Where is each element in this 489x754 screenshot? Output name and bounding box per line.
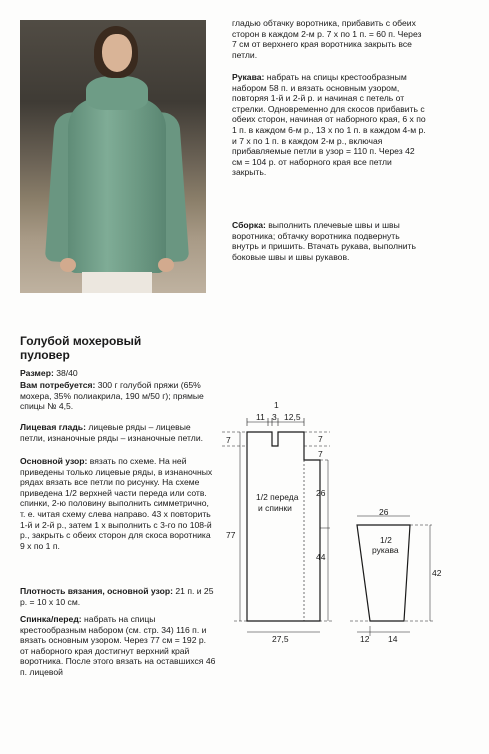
collar-facing-text: гладью обтачку воротника, прибавить с обеих сторон в каждом 2-м р. 7 х по 1 п. = 60 п. Через 7 см от верхнего края воротника закрыть все петли. bbox=[232, 18, 422, 60]
dim-12-5: 12,5 bbox=[284, 412, 301, 422]
schematic-svg bbox=[220, 378, 450, 658]
dim-right-7b: 7 bbox=[318, 449, 323, 459]
dim-27-5: 27,5 bbox=[272, 634, 289, 644]
materials-label: Вам потребуется: bbox=[20, 380, 96, 390]
main-pattern-paragraph bbox=[20, 456, 216, 551]
back-front-label: Спинка/перед: bbox=[20, 614, 82, 624]
materials-text: 300 г голубой пряжи (65% мохера, 35% полиакрила, 190 м/50 г); прямые спицы № 4,5. bbox=[20, 380, 204, 412]
sleeves-label: Рукава: bbox=[232, 72, 265, 82]
sleeves-text: набрать на спицы крестообразным набором 58 п. и вязать основным узором, повторяя 1-й и 2-й р. и начиная с петель от стрелки. Одновременно для скосов прибавить с обеих сторон, начиная от наборного края, 6 х по 1 п. в каждом 6-м р., 13 х по 1 п. в каждом 4-м р. и 7 х по 1 п. в каждом 2-м р., включая прибавляемые петли в узор = 110 п. Через 42 см = 104 р. от наборного края все петли закрыть. bbox=[232, 72, 426, 178]
dim-right-7a: 7 bbox=[318, 434, 323, 444]
body-label-1: 1/2 переда bbox=[256, 492, 299, 502]
back-front-paragraph bbox=[20, 614, 216, 678]
gauge-paragraph bbox=[20, 586, 216, 607]
dim-11: 11 bbox=[256, 412, 265, 422]
stockinette-label: Лицевая гладь: bbox=[20, 422, 86, 432]
sleeve-label-2: рукава bbox=[372, 545, 399, 555]
photo-face bbox=[102, 34, 132, 72]
dim-1: 1 bbox=[274, 400, 279, 410]
photo-pants bbox=[82, 272, 152, 293]
collar-facing-paragraph bbox=[232, 18, 427, 60]
title-line-1: Голубой мохеровый bbox=[20, 334, 142, 348]
sleeve-dim-42: 42 bbox=[432, 568, 442, 578]
dim-44: 44 bbox=[316, 552, 326, 562]
assembly-paragraph bbox=[232, 220, 427, 262]
photo-collar bbox=[86, 76, 148, 110]
body-outline bbox=[247, 432, 320, 621]
dim-77: 77 bbox=[226, 530, 236, 540]
title-line-2: пуловер bbox=[20, 348, 70, 362]
assembly-text: выполнить плечевые швы и швы воротника; обтачку воротника подвернуть внутрь и пришить. Втачать рукава, выполнить боковые швы и швы рукавов. bbox=[232, 220, 416, 262]
back-front-text: набрать на спицы крестообразным набором (см. стр. 34) 116 п. и вязать основным узором. Через 77 см = 192 р. от наборного края достигнут верхний край воротника. После этого вязать на оставшихся 46 п. лицевой bbox=[20, 614, 216, 677]
materials-paragraph bbox=[20, 380, 216, 412]
model-photo bbox=[20, 20, 206, 293]
size-value: 38/40 bbox=[53, 368, 78, 378]
sleeve-dim-14: 14 bbox=[388, 634, 398, 644]
main-pattern-label: Основной узор: bbox=[20, 456, 88, 466]
sleeve-dim-12: 12 bbox=[360, 634, 370, 644]
stockinette-text: лицевые ряды – лицевые петли, изнаночные ряды – изнаночные петли. bbox=[20, 422, 204, 443]
photo-hand-right bbox=[158, 258, 174, 272]
photo-hand-left bbox=[60, 258, 76, 272]
dim-26: 26 bbox=[316, 488, 326, 498]
dim-left-7: 7 bbox=[226, 435, 231, 445]
dim-3: 3 bbox=[272, 412, 277, 422]
size-label: Размер: bbox=[20, 368, 54, 378]
sleeves-paragraph bbox=[232, 72, 427, 178]
stockinette-paragraph bbox=[20, 422, 216, 443]
page-title bbox=[20, 334, 216, 362]
photo-sweater bbox=[68, 98, 166, 273]
sleeve-label-1: 1/2 bbox=[380, 535, 392, 545]
body-label-2: и спинки bbox=[258, 503, 292, 513]
sleeve-dim-26: 26 bbox=[379, 507, 389, 517]
assembly-label: Сборка: bbox=[232, 220, 266, 230]
pattern-schematic bbox=[220, 378, 450, 658]
size-paragraph bbox=[20, 368, 216, 379]
main-pattern-text: вязать по схеме. На ней приведены только лицевые ряды, в изнаночных рядах вязать все петли по рисунку. На схеме приведена 1/2 верхней части переда или сотв. спинки, 2-ю половину выполнить симметрично, т. е. читая схему слева направо. 43 х повторить 1-й и 2-й р., затем 1 х выполнить с 3-го по 108-й р., закрыть с обеих сторон для скоса воротника 9 х по 1 п. bbox=[20, 456, 213, 551]
gauge-label: Плотность вязания, основной узор: bbox=[20, 586, 173, 596]
gauge-text: 21 п. и 25 р. = 10 х 10 см. bbox=[20, 586, 214, 607]
